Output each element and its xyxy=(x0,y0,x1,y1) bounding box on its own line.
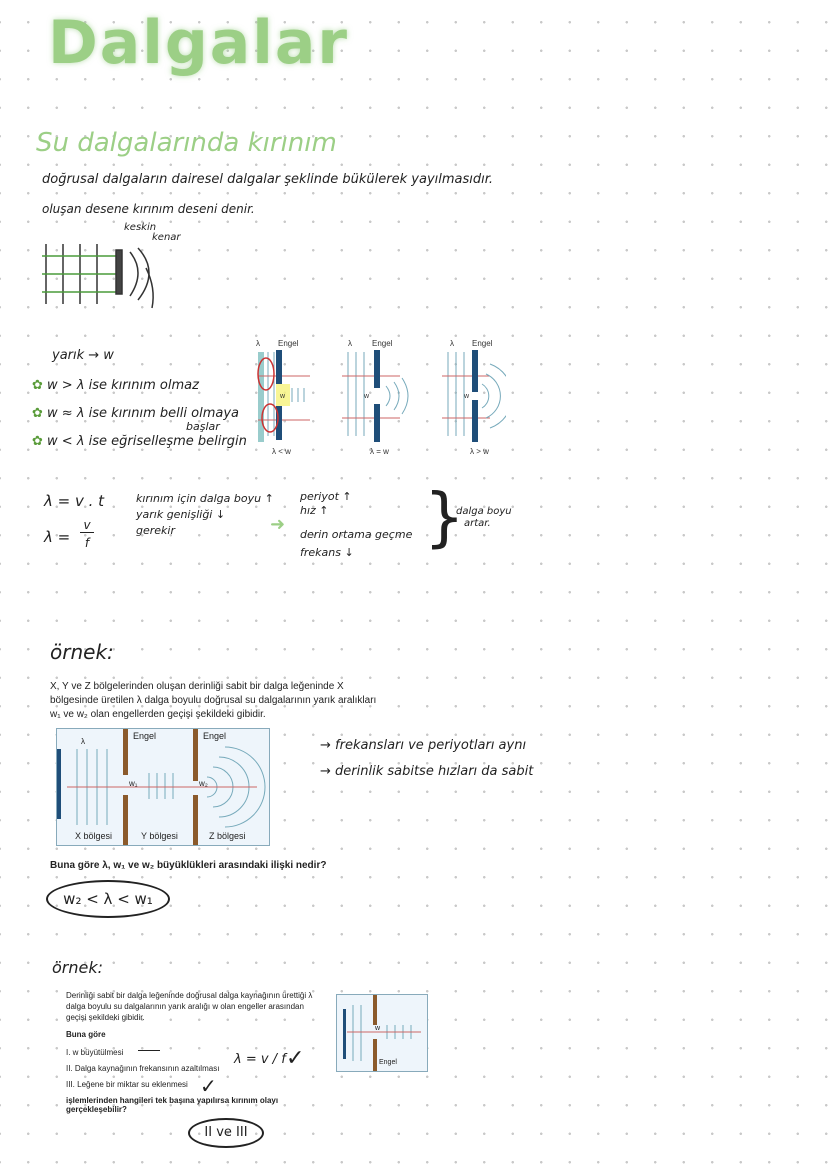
ornek-1-figure xyxy=(56,728,270,846)
flower-icon: ✿ xyxy=(32,434,48,449)
formula-result-2: hız ↑ xyxy=(300,504,329,517)
ornek-2-figure xyxy=(336,994,428,1072)
diagram-lambda-3: λ xyxy=(450,339,454,348)
diagram-engel-3: Engel xyxy=(472,339,493,348)
ornek-1-w2: w₂ xyxy=(199,779,208,788)
definition-line-2: oluşan desene kırınım deseni denir. xyxy=(42,202,255,216)
formula-2-num: v xyxy=(80,518,94,533)
ornek-1-answer: w₂ < λ < w₁ xyxy=(46,880,170,918)
sketch-label-kenar: kenar xyxy=(152,232,181,243)
ornek-1-note-2: → derinlik sabitse hızları da sabit xyxy=(320,764,534,779)
section-subtitle: Su dalgalarında kırınım xyxy=(36,128,337,158)
diagram-w-3: w xyxy=(464,393,470,400)
conditions-baslar: başlar xyxy=(186,420,220,433)
ornek-2-item-3: III. Leğene bir miktar su eklenmesi xyxy=(66,1080,188,1089)
ornek-2-engel: Engel xyxy=(379,1059,397,1066)
sketch-label-keskin: keskin xyxy=(124,222,157,233)
condition-item: ✿ w > λ ise kırınım olmaz xyxy=(32,378,199,393)
condition-item: ✿ w < λ ise eğriselleşme belirgin xyxy=(32,434,247,449)
ornek-2-w: w xyxy=(375,1025,381,1032)
check-icon: ✓ xyxy=(286,1046,305,1071)
flower-icon: ✿ xyxy=(32,378,48,393)
ornek-1-note-1: → frekansları ve periyotları aynı xyxy=(320,738,527,753)
diffraction-diagrams xyxy=(250,336,506,458)
diagram-caption-1: λ < w xyxy=(272,447,291,456)
formula-result-3: derin ortama geçme xyxy=(300,528,413,541)
page-title: Dalgalar xyxy=(48,8,349,78)
ornek-2-formula: λ = v / f xyxy=(234,1052,286,1067)
flower-icon: ✿ xyxy=(32,406,48,421)
diagram-caption-2: λ = w xyxy=(370,447,389,456)
strike-mark xyxy=(138,1050,160,1051)
diagram-lambda-2: λ xyxy=(348,339,352,348)
ornek-2-label: örnek: xyxy=(52,958,104,977)
brace: } xyxy=(424,481,465,555)
check-icon: ✓ xyxy=(200,1074,217,1098)
diagram-caption-3: λ > w xyxy=(470,447,489,456)
ornek-2-item-1: I. w büyütülmesi xyxy=(66,1048,124,1057)
ornek-1-region-z: Z bölgesi xyxy=(209,831,246,841)
formula-side-2: artar. xyxy=(464,518,491,529)
ornek-1-engel-2: Engel xyxy=(203,731,227,741)
formula-note-3: gerekir xyxy=(136,524,175,537)
diagram-w-1: w xyxy=(280,393,286,400)
ornek-1-region-x: X bölgesi xyxy=(75,831,113,841)
ornek-2-answer: II ve III xyxy=(188,1118,264,1148)
ornek-1-engel-1: Engel xyxy=(133,731,157,741)
diagram-w-2: w xyxy=(364,393,370,400)
formula-note-1: kırınım için dalga boyu ↑ xyxy=(136,492,274,505)
ornek-1-region-y: Y bölgesi xyxy=(141,831,178,841)
ornek-1-ask: Buna göre λ, w₁ ve w₂ büyüklükleri arasındaki ilişki nedir? xyxy=(50,860,327,871)
formula-result-4: frekans ↓ xyxy=(300,546,354,559)
diagram-engel-2: Engel xyxy=(372,339,393,348)
ornek-2-item-2: II. Dalga kaynağının frekansının azaltılması xyxy=(66,1064,220,1073)
definition-line-1: doğrusal dalgaların dairesel dalgalar şeklinde bükülerek yayılmasıdır. xyxy=(42,172,494,187)
ornek-2-buna: Buna göre xyxy=(66,1030,106,1039)
formula-2-left: λ = xyxy=(44,528,71,546)
ornek-1-question: X, Y ve Z bölgelerinden oluşan derinliği sabit bir dalga leğeninde X bölgesinde üretilen λ dalga boyulu doğrusal su dalgalarının yarık aralıkları w₁ ve w₂ olan engellerden geçişi şekildeki gibidir. xyxy=(50,681,377,720)
ornek-2-question: Derinliği sabit bir dalga leğeninde doğrusal dalga kaynağının ürettiği λ dalga boyulu su dalgalarının yarık aralığı w olan engeller arasından geçişi şekildeki gibidir. xyxy=(66,991,313,1022)
ornek-1-w1: w₁ xyxy=(129,779,138,788)
ornek-1-lambda: λ xyxy=(81,737,85,746)
condition-item: ✿ w ≈ λ ise kırınım belli olmaya xyxy=(32,406,239,421)
formula-result-1: periyot ↑ xyxy=(300,490,352,503)
diagram-lambda-1: λ xyxy=(256,339,260,348)
conditions-header: yarık → w xyxy=(52,348,114,363)
formula-note-2: yarık genişliği ↓ xyxy=(136,508,226,521)
arrow-right-icon: ➜ xyxy=(270,514,286,535)
diagram-engel-1: Engel xyxy=(278,339,299,348)
ornek-1-label: örnek: xyxy=(50,640,114,664)
ornek-2-ask: işlemlerinden hangileri tek başına yapılırsa kırınım olayı gerçekleşebilir? xyxy=(66,1096,279,1114)
formula-side-1: dalga boyu xyxy=(456,506,512,517)
formula-2-den: f xyxy=(84,536,90,550)
formula-1: λ = v . t xyxy=(44,492,105,510)
